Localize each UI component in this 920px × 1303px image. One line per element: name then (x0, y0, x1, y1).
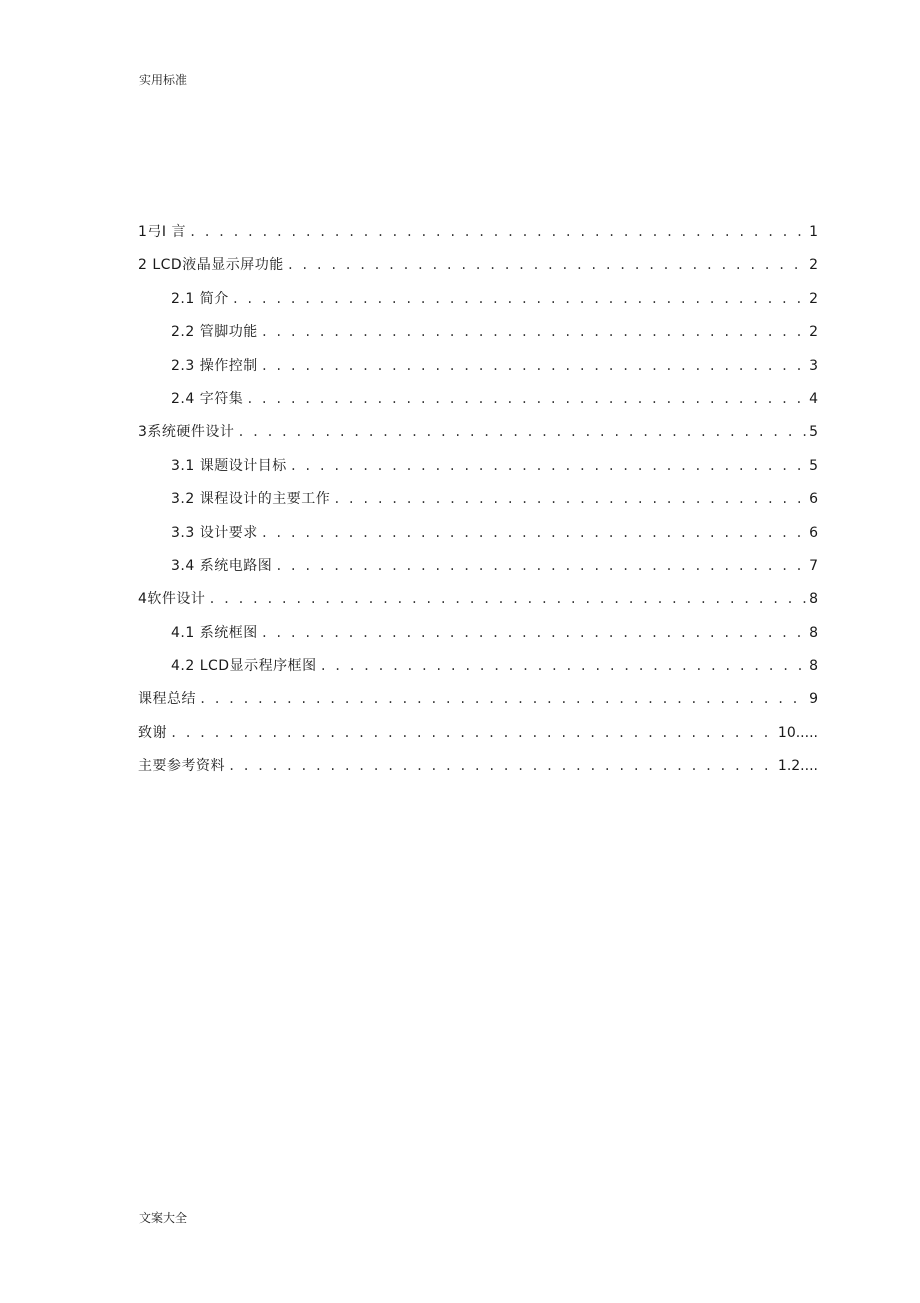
toc-entry-title: 2.3 操作控制 (171, 357, 258, 374)
toc-entry-title: 3.1 课题设计目标 (171, 457, 287, 474)
toc-entry-title: 4软件设计 (138, 591, 206, 608)
toc-entry-page: 7 (809, 557, 818, 574)
toc-entry-page: 1.2.... (777, 758, 818, 775)
toc-entry[interactable] (138, 488, 818, 521)
toc-entry[interactable] (138, 355, 818, 388)
toc-dot-leader (290, 455, 806, 477)
toc-dot-leader (261, 355, 806, 377)
toc-entry-title: 3.2 课程设计的主要工作 (171, 491, 331, 508)
toc-entry[interactable] (138, 755, 818, 788)
toc-entry[interactable] (138, 455, 818, 488)
toc-entry[interactable] (138, 388, 818, 421)
toc-entry-title: 3.3 设计要求 (171, 524, 258, 541)
toc-entry[interactable] (138, 254, 818, 287)
toc-entry-page: 5 (809, 424, 818, 441)
toc-entry-title: 致谢 (138, 724, 167, 741)
toc-entry-page: 5 (809, 457, 818, 474)
toc-entry-page: 8 (809, 658, 818, 675)
toc-entry-title: 主要参考资料 (138, 758, 225, 775)
toc-entry-page: 2 (809, 257, 818, 274)
toc-entry-title: 2.1 简介 (171, 290, 229, 307)
toc-entry[interactable] (138, 722, 818, 755)
toc-dot-leader (320, 655, 807, 677)
toc-dot-leader (275, 555, 806, 577)
toc-entry-title: 1弓I 言 (138, 224, 186, 240)
toc-dot-leader (246, 388, 806, 410)
toc-dot-leader (261, 321, 806, 343)
toc-entry-page: 10..... (777, 724, 818, 741)
table-of-contents (138, 221, 818, 789)
toc-entry-page: 8 (809, 591, 818, 608)
toc-entry[interactable] (138, 221, 818, 254)
toc-dot-leader (237, 421, 806, 443)
page-header: 实用标准 (139, 73, 188, 87)
toc-entry-page: 9 (809, 691, 818, 708)
toc-entry-title: 4.1 系统框图 (171, 624, 258, 641)
toc-entry[interactable] (138, 421, 818, 454)
toc-entry-title: 2 LCD液晶显示屏功能 (138, 257, 284, 274)
toc-entry-title: 2.2 管脚功能 (171, 324, 258, 341)
toc-entry-page: 1 (809, 224, 818, 240)
toc-dot-leader (287, 254, 806, 276)
toc-entry-page: 2 (809, 324, 818, 341)
toc-entry-page: 6 (809, 524, 818, 541)
toc-entry[interactable] (138, 655, 818, 688)
toc-entry[interactable] (138, 555, 818, 588)
toc-dot-leader (228, 755, 775, 777)
toc-dot-leader (261, 522, 806, 544)
toc-entry-title: 4.2 LCD显示程序框图 (171, 658, 317, 675)
toc-entry[interactable] (138, 321, 818, 354)
toc-dot-leader (199, 688, 806, 710)
toc-entry-page: 4 (809, 390, 818, 407)
toc-entry-page: 2 (809, 290, 818, 307)
toc-entry-page: 3 (809, 357, 818, 374)
toc-entry-title: 3.4 系统电路图 (171, 557, 273, 574)
toc-entry-title: 3系统硬件设计 (138, 424, 235, 441)
toc-entry-title: 2.4 字符集 (171, 390, 244, 407)
toc-dot-leader (208, 588, 806, 610)
toc-dot-leader (189, 221, 806, 243)
toc-entry-page: 6 (809, 491, 818, 508)
toc-entry[interactable] (138, 688, 818, 721)
toc-entry-title: 课程总结 (138, 691, 196, 708)
toc-entry[interactable] (138, 588, 818, 621)
toc-dot-leader (232, 288, 806, 310)
toc-dot-leader (170, 722, 775, 744)
toc-dot-leader (261, 622, 806, 644)
toc-entry-page: 8 (809, 624, 818, 641)
toc-entry[interactable] (138, 622, 818, 655)
toc-entry[interactable] (138, 288, 818, 321)
toc-entry[interactable] (138, 522, 818, 555)
page-footer: 文案大全 (139, 1211, 188, 1225)
toc-dot-leader (333, 488, 806, 510)
